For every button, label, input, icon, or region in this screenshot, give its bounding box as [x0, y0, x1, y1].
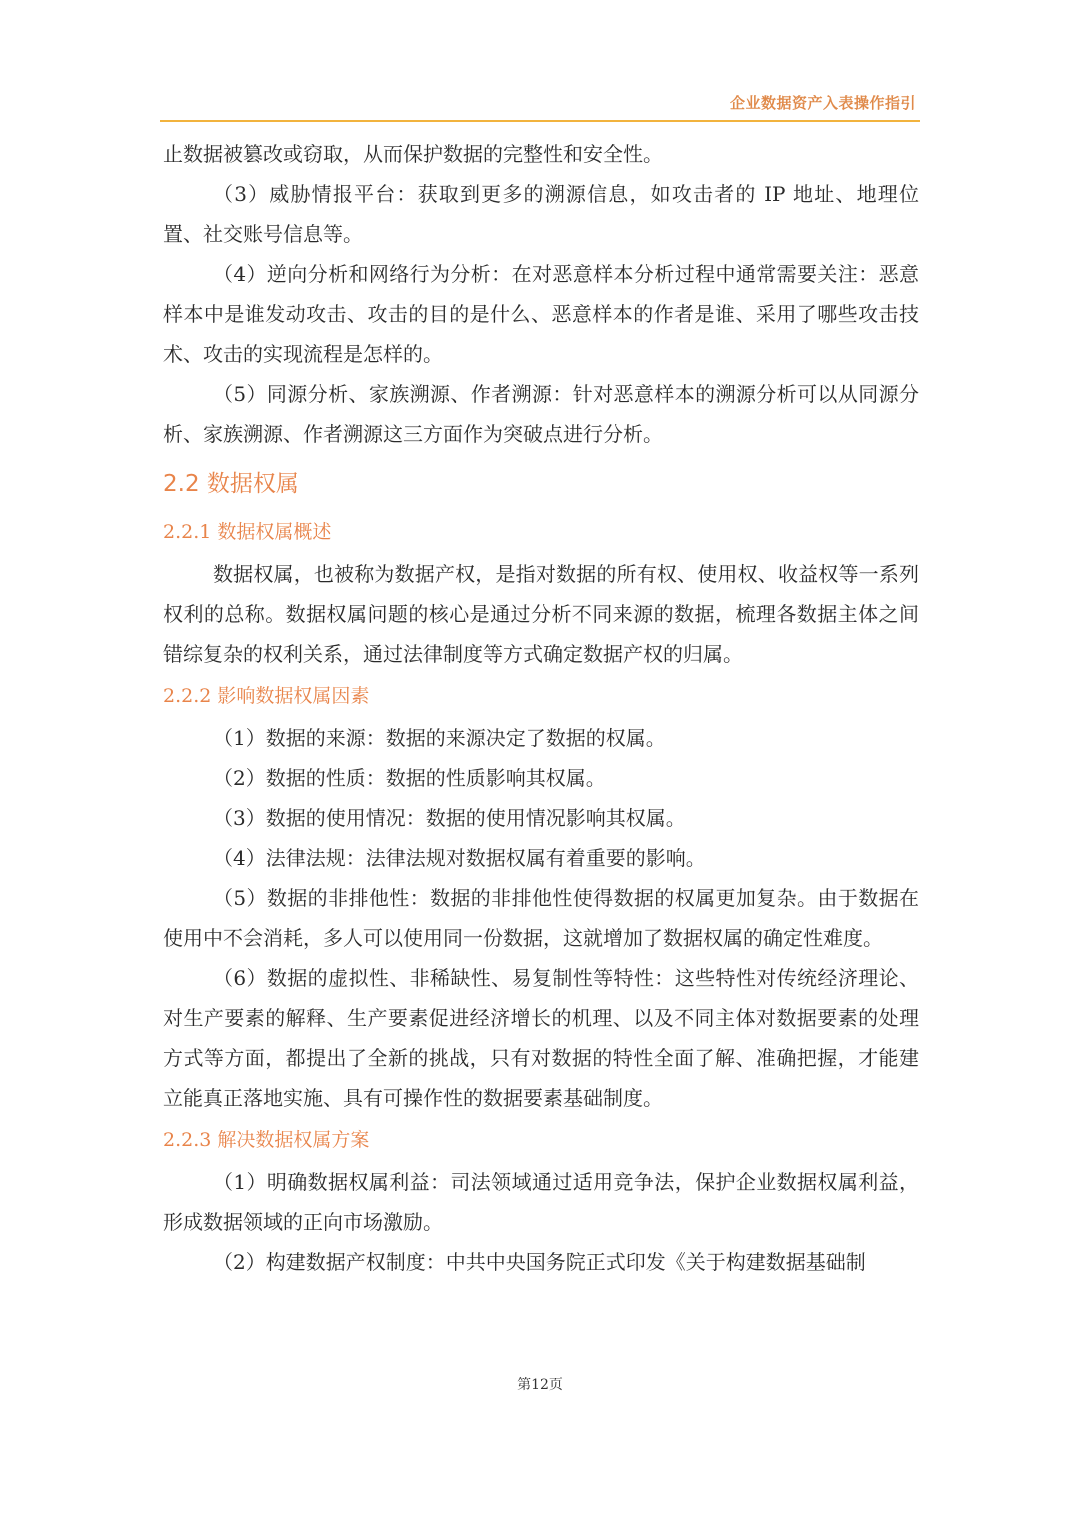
trace-item-4: （4）逆向分析和网络行为分析：在对恶意样本分析过程中通常需要关注：恶意样本中是谁发动攻击、攻击的目的是什么、恶意样本的作者是谁、采用了哪些攻击技术、攻击的实现流程是怎样的。 [163, 262, 919, 366]
page-number: 第12页 [517, 1377, 563, 1393]
trace-item-5: （5）同源分析、家族溯源、作者溯源：针对恶意样本的溯源分析可以从同源分析、家族溯源、作者溯源这三方面作为突破点进行分析。 [163, 382, 919, 446]
overview-paragraph: 数据权属，也被称为数据产权，是指对数据的所有权、使用权、收益权等一系列权利的总称。数据权属问题的核心是通过分析不同来源的数据，梳理各数据主体之间错综复杂的权利关系，通过法律制度等方式确定数据产权的归属。 [163, 562, 919, 666]
trace-item-3: （3）威胁情报平台：获取到更多的溯源信息，如攻击者的 IP 地址、地理位置、社交账号信息等。 [163, 182, 919, 246]
section-heading-2-2: 2.2 数据权属 [163, 471, 299, 497]
continuation-paragraph: 止数据被篡改或窃取，从而保护数据的完整性和安全性。 [163, 142, 663, 166]
solution-item: （1）明确数据权属利益：司法领域通过适用竞争法，保护企业数据权属利益，形成数据领域的正向市场激励。 [163, 1170, 919, 1234]
factor-item: （1）数据的来源：数据的来源决定了数据的权属。 [213, 726, 666, 750]
subsection-heading-2-2-2: 2.2.2 影响数据权属因素 [163, 685, 370, 707]
subsection-heading-2-2-3: 2.2.3 解决数据权属方案 [163, 1129, 370, 1151]
factor-item: （3）数据的使用情况：数据的使用情况影响其权属。 [213, 806, 686, 830]
solution-item: （2）构建数据产权制度：中共中央国务院正式印发《关于构建数据基础制 [213, 1250, 866, 1274]
subsection-heading-2-2-1: 2.2.1 数据权属概述 [163, 521, 332, 543]
factor-item: （2）数据的性质：数据的性质影响其权属。 [213, 766, 606, 790]
factor-item: （6）数据的虚拟性、非稀缺性、易复制性等特性：这些特性对传统经济理论、对生产要素的解释、生产要素促进经济增长的机理、以及不同主体对数据要素的处理方式等方面，都提出了全新的挑战，只有对数据的特性全面了解、准确把握，才能建立能真正落地实施、具有可操作性的数据要素基础制度。 [163, 966, 919, 1110]
page-content [163, 134, 919, 1282]
page-header [160, 88, 920, 122]
factor-item: （5）数据的非排他性：数据的非排他性使得数据的权属更加复杂。由于数据在使用中不会消耗，多人可以使用同一份数据，这就增加了数据权属的确定性难度。 [163, 886, 919, 950]
document-title: 企业数据资产入表操作指引 [729, 94, 916, 112]
factor-item: （4）法律法规：法律法规对数据权属有着重要的影响。 [213, 846, 706, 870]
